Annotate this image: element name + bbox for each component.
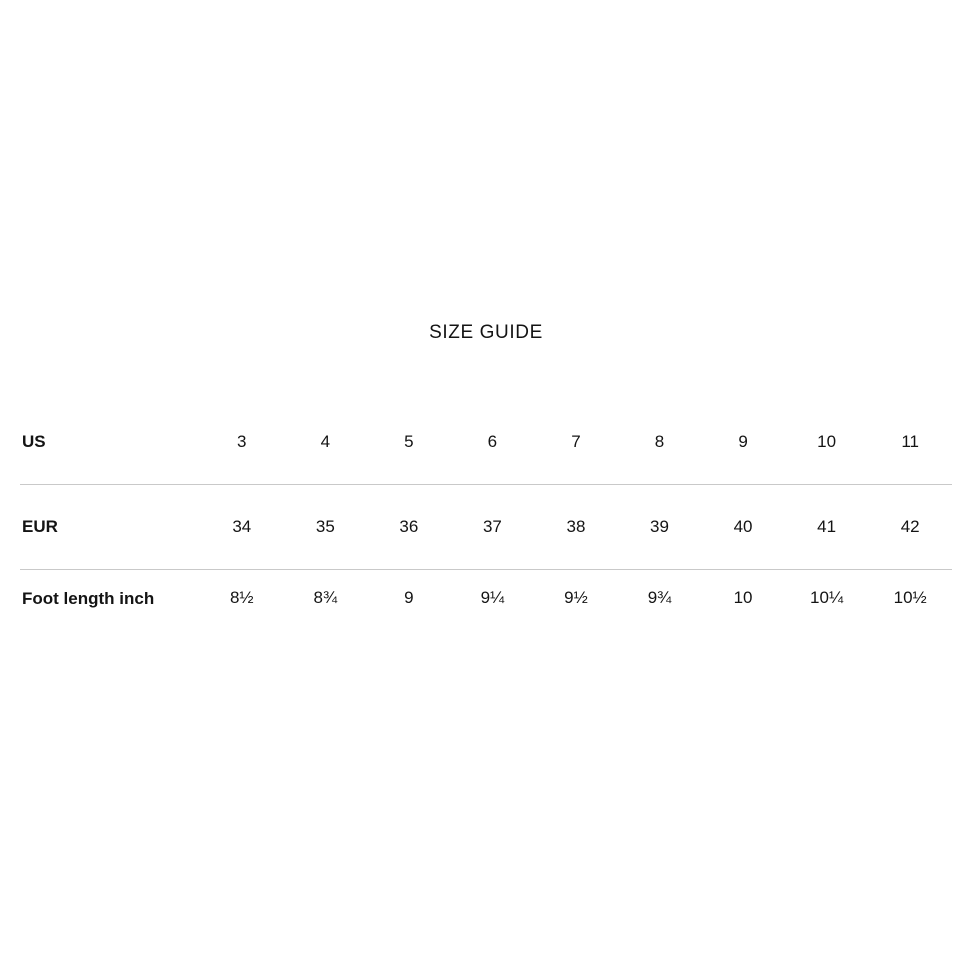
cell-foot-7: 10¼ — [810, 588, 844, 607]
cell-eur-3: 37 — [451, 485, 535, 570]
cell-foot-6: 10 — [733, 588, 753, 607]
cell-foot-0: 8½ — [229, 588, 254, 607]
table-row — [20, 400, 952, 485]
table-row — [20, 570, 952, 681]
size-guide-table — [20, 400, 952, 680]
page-title: SIZE GUIDE — [429, 322, 543, 343]
cell-us-5: 8 — [618, 400, 702, 485]
row-header-us: US — [20, 400, 200, 485]
cell-eur-0: 34 — [200, 485, 284, 570]
cell-eur-5: 39 — [618, 485, 702, 570]
cell-us-6: 9 — [701, 400, 785, 485]
cell-us-8: 11 — [868, 400, 952, 485]
cell-us-3: 6 — [451, 400, 535, 485]
row-header-eur: EUR — [20, 485, 200, 570]
table-row — [20, 485, 952, 570]
cell-eur-7: 41 — [785, 485, 869, 570]
cell-eur-4: 38 — [534, 485, 618, 570]
cell-foot-4: 9½ — [564, 588, 588, 607]
cell-us-1: 4 — [284, 400, 368, 485]
row-header-foot-length: Foot length inch — [22, 589, 155, 608]
cell-eur-2: 36 — [367, 485, 451, 570]
cell-foot-1: 8¾ — [313, 588, 338, 607]
cell-eur-1: 35 — [284, 485, 368, 570]
cell-us-7: 10 — [785, 400, 869, 485]
cell-foot-5: 9¾ — [647, 588, 672, 607]
cell-eur-8: 42 — [868, 485, 952, 570]
cell-foot-2: 9 — [404, 588, 414, 607]
cell-us-0: 3 — [200, 400, 284, 485]
cell-eur-6: 40 — [701, 485, 785, 570]
cell-us-4: 7 — [534, 400, 618, 485]
cell-foot-8: 10½ — [893, 588, 927, 607]
cell-foot-3: 9¼ — [480, 588, 505, 607]
cell-us-2: 5 — [367, 400, 451, 485]
